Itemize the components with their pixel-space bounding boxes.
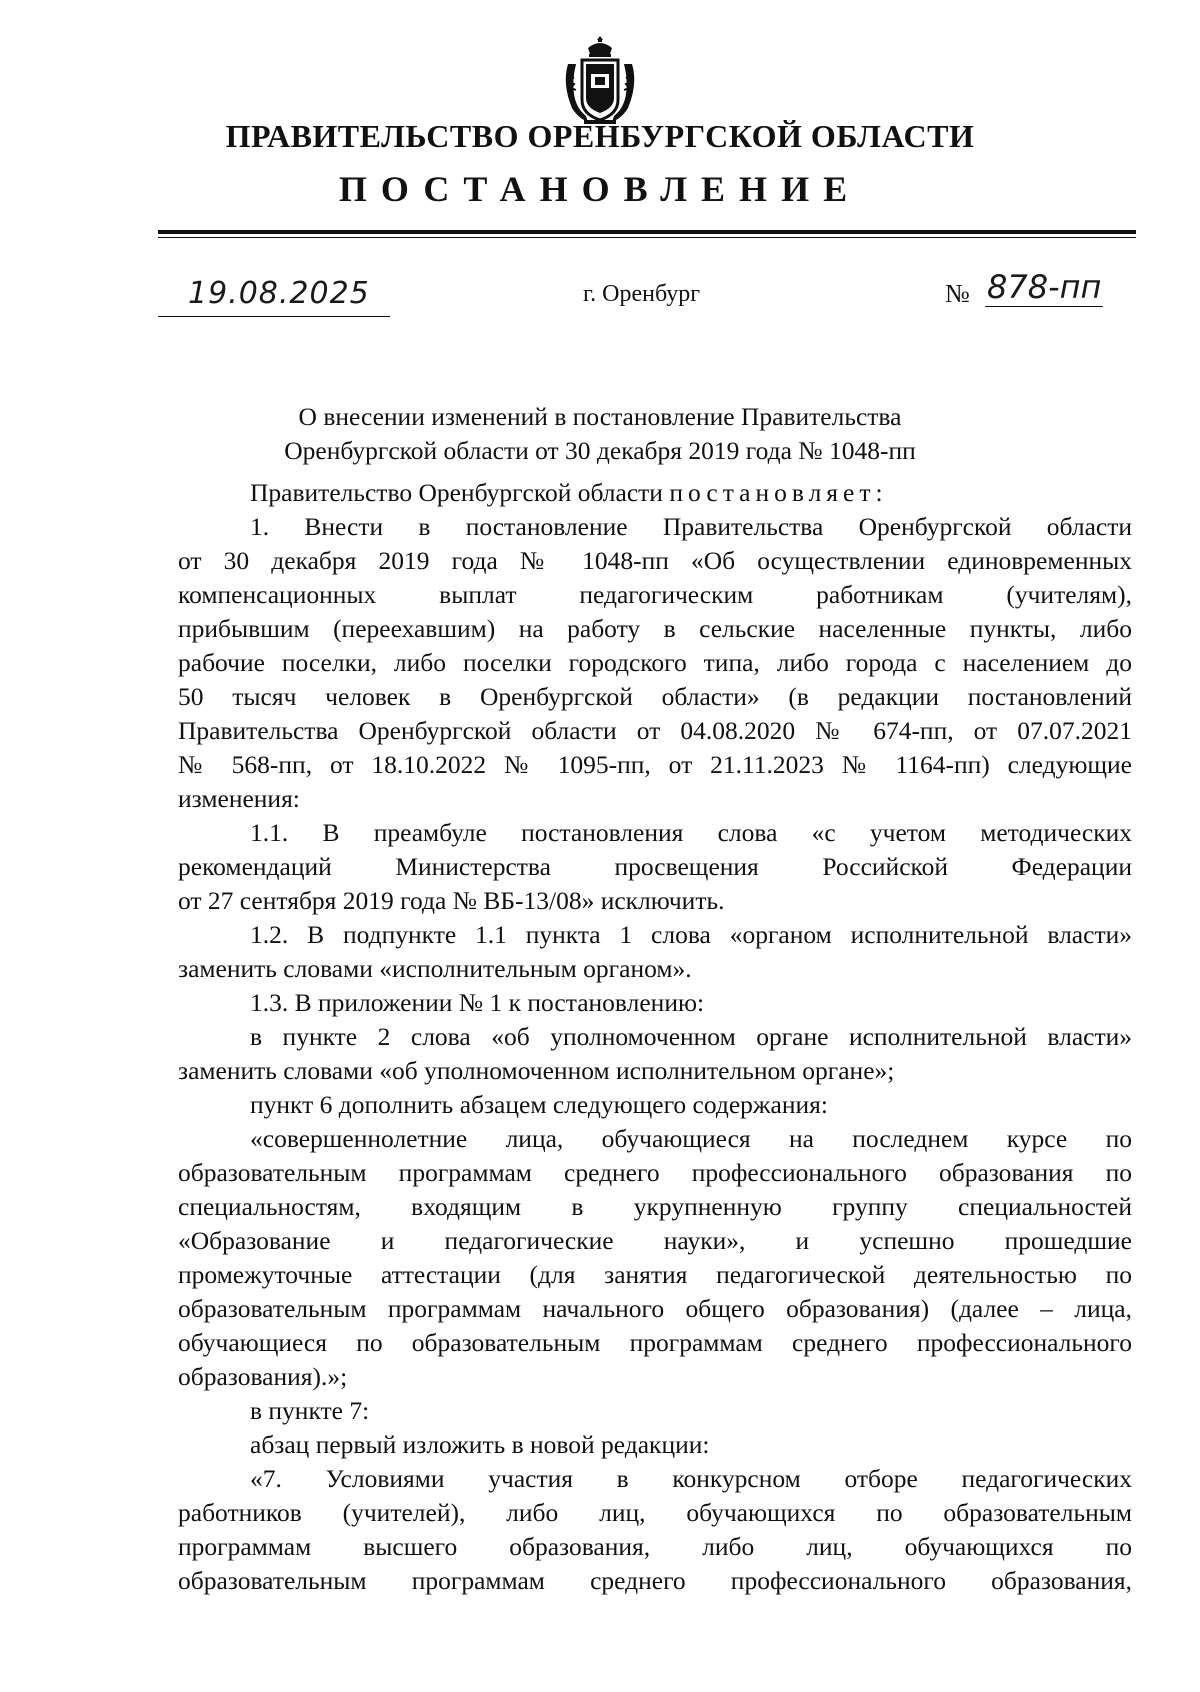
body-line: изменения: [178,784,300,813]
body-line: работников (учителей), либо лиц, обучающихся по образовательным [178,1498,1132,1527]
body-line: промежуточные аттестации (для занятия педагогической деятельностью по [178,1260,1132,1289]
preamble-text: Правительство Оренбургской области [250,478,670,507]
handwritten-date: 19.08.2025 [188,276,370,311]
body-line: 1.3. В приложении № 1 к постановлению: [250,988,705,1017]
subject-line: Оренбургской области от 30 декабря 2019 года № 1048-пп [284,436,916,465]
body-line: компенсационных выплат педагогическим работникам (учителям), [178,580,1132,609]
body-line: 50 тысяч человек в Оренбургской области» (в редакции постановлений [178,682,1132,711]
subject-line: О внесении изменений в постановление Правительства [298,402,902,431]
body-line: заменить словами «исполнительным органом». [178,954,692,983]
body-line: обучающиеся по образовательным программам среднего профессионального [178,1328,1132,1357]
date-field [158,276,390,317]
body-line: абзац первый изложить в новой редакции: [250,1430,710,1459]
body-line: 1.1. В преамбуле постановления слова «с учетом методических [250,818,1132,847]
body-line: образовательным программам начального общего образования) (далее – лица, [178,1294,1132,1323]
body-line: программам высшего образования, либо лиц, обучающихся по [178,1532,1132,1561]
body-line: заменить словами «об уполномоченном исполнительном органе»; [178,1056,895,1085]
body-line: 1. Внести в постановление Правительства Оренбургской области [250,512,1132,541]
organization-title: ПРАВИТЕЛЬСТВО ОРЕНБУРГСКОЙ ОБЛАСТИ [225,118,975,154]
handwritten-document-number: 878-пп [987,268,1102,306]
body-line: «Образование и педагогические науки», и успешно прошедшие [178,1226,1132,1255]
body-line: 1.2. В подпункте 1.1 пункта 1 слова «органом исполнительной власти» [250,920,1132,949]
body-line: образования).»; [178,1362,348,1391]
document-type-title: ПОСТАНОВЛЕНИЕ [338,169,862,209]
document-subject [0,400,1200,468]
body-line: от 27 сентября 2019 года № ВБ-13/08» исключить. [178,886,725,915]
header-rule-thin [158,237,1136,238]
body-line: в пункте 2 слова «об уполномоченном органе исполнительной власти» [250,1022,1132,1051]
body-line: № 568-пп, от 18.10.2022 № 1095-пп, от 21.11.2023 № 1164-пп) следующие [178,750,1132,779]
city-label: г. Оренбург [583,281,701,307]
body-line: от 30 декабря 2019 года № 1048-пп «Об осуществлении единовременных [178,546,1132,575]
header-rule-thick [158,230,1136,234]
body-line: рабочие поселки, либо поселки городского типа, либо города с населением до [178,648,1132,677]
body-line: прибывшим (переехавшим) на работу в сельские населенные пункты, либо [178,614,1132,643]
body-line: пункт 6 дополнить абзацем следующего содержания: [250,1090,828,1119]
preamble-verb: постановляет: [669,478,888,507]
number-sign: № [945,279,970,308]
body-line: «7. Условиями участия в конкурсном отборе педагогических [250,1464,1132,1493]
preamble-line [250,476,1132,510]
body-line: «совершеннолетние лица, обучающиеся на последнем курсе по [250,1124,1132,1153]
body-line: рекомендаций Министерства просвещения Российской Федерации [178,852,1132,881]
body-line: образовательным программам среднего профессионального образования, [178,1566,1132,1595]
coat-of-arms-emblem [562,34,638,130]
body-line: в пункте 7: [250,1396,370,1425]
body-line: специальностям, входящим в укрупненную группу специальностей [178,1192,1132,1221]
body-line: образовательным программам среднего профессионального образования по [178,1158,1132,1187]
body-line: Правительства Оренбургской области от 04.08.2020 № 674-пп, от 07.07.2021 [178,716,1132,745]
